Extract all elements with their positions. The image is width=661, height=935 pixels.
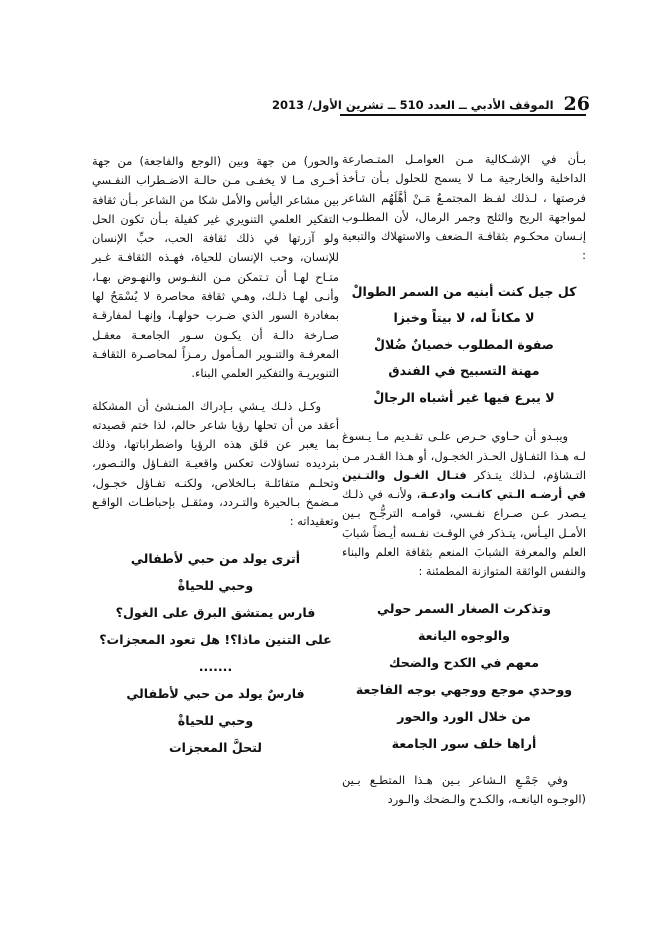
poem-excerpt (92, 545, 339, 761)
poem-line: ووحدي موجع ووجهي بوجه الفاجعة (355, 681, 573, 697)
poem-line: فارسٌ يولد من حبي لأطفالي (126, 685, 305, 701)
poem-excerpt (342, 595, 586, 757)
paragraph (342, 427, 586, 581)
poem-line: والوجوه اليانعة (418, 627, 510, 643)
poem-line: صفوة المطلوب خصيانٌ ضُلالْ (374, 336, 554, 352)
poem-excerpt (342, 279, 586, 412)
poem-line: وحبي للحياةْ (177, 712, 254, 728)
running-title: الموقف الأدبي ــ العدد 510 ــ تشرين الأول/ 2013 (272, 98, 554, 112)
poem-line: لا مكاناً له، لا بيتاً وخبزا (393, 310, 535, 326)
poem-line: لا يبرع فيها غير أشباه الرجالْ (373, 389, 555, 405)
paragraph: وكـل ذلـك يـشي بـإدراك المنـشئ أن المشكلة أعقد من أن تحلها رؤيا شاعر حالم، لذا ختم قصيدته بما يعبر عن قلق هذه الرؤيا واضطراباتها، وذلك بترديده تساؤلات تعكس واقعيـة التفـاؤل والتـصور، وتحلـم متفائلـة بـالخلاص، ولكنـه تفـاؤل خجـول، مـضمخ بـالحيرة والتـردد، ومثقـل بإحباطـات الواقـع وتعقيداته : (92, 398, 339, 529)
left-column (92, 152, 339, 775)
poem-line: لتحلَّ المعجزات (168, 739, 263, 755)
poem-line: فارس يمتشق البرق على الغول؟ (115, 604, 316, 620)
verse-separator: ....... (198, 658, 233, 674)
poem-line: من خلال الورد والحور (397, 708, 531, 724)
poem-line: معهم في الكدح والضحك (388, 654, 540, 670)
right-column (342, 150, 586, 822)
page-number: 26 (563, 93, 590, 115)
poem-line: أترى يولد من حبي لأطفالي (130, 550, 301, 566)
paragraph-text: ، ولأنـه في ذلـك يـصدر عـن صـراع نفـسي، قوامـه الترجُّـح بـين الأمـل اليـأس، يتـذكر في الوقـت نفـسه أيـضاً شبابَ العلم والمعرفة الشبابَ المنعم بثقافة العلم والبناء والنفس الواثقة المتوازنة المطمئنة : (342, 487, 586, 579)
poem-line: وتذكرت الصغار السمر حولي (377, 600, 551, 616)
page-header (272, 86, 590, 115)
poem-line: مهنة التسبيح في الفندق (388, 363, 540, 379)
poem-line: على التنين ماذا؟! هل تعود المعجزات؟ (99, 631, 332, 647)
paragraph-text: ويبـدو أن حـاوي حـرص علـى تقـديم مـا يـسوغ لـه هـذا التفـاؤل الحـذر الخجـول، أو هـذا القـدر مـن التـشاؤم، لـذلك يتـذكر (342, 429, 586, 482)
paragraph: والحور) من جهة وبين (الوجع والفاجعة) من جهة أخـرى مـا لا يخفـى مـن حالـة الاضـطراب النفـسي بين مشاعر اليأس والأمل شكا من الشاعر بـأن ثقافة التفكير العلمي التنويري غير كفيلة بـأن تكون الحل ولو آزرتها في ذلك ثقافة الحب، حبِّ الإنسان للإنسان، وحب الإنسان للحياة، فهـذه الثقافـة غـير متـاح لهـا أن تـتمكن مـن النفـوس والنهـوض بهـا، وأنـى لهـا ذلـك، وهـي ثقافة محاصرة لا يُسْمَحُ لها بمغادرة السور الذي ضـرب حولهـا، وإنهـا لمفارقـة صـارخة دالـة أن يكـون سـور الجامعـة معقـل المعرفـة والتنـوير المـأمول رمـزاً لمحاصـرة الثقافـة التنويريـة والتفكير العلمي البناء. (92, 154, 339, 381)
header-rule (340, 114, 586, 116)
paragraph: بـأن في الإشـكالية مـن العوامـل المتـصارعة الداخلية والخارجية مـا لا يسمح للحلول بـأن تـأخذ فرصتها ، لـذلك لفـظ المجتمـعُ مَـنْ أهَّلَهُم الشاعر لمواجهة الريح والثلج وجمر الرمال، لأن المطلـوب إنـسان محكـوم بثقافـة الـضعف والاستهلاك والتبعية : (342, 152, 586, 263)
emphasized-text: فتـال الغـول والتـنين في أرضـه الـتي كانـت وادعـة (342, 467, 587, 502)
poem-line: أراها خلف سور الجامعة (391, 735, 537, 751)
poem-line: كل جيل كنت أبنيه من السمر الطوالْ (351, 283, 577, 299)
poem-line: وحبي للحياةْ (177, 577, 254, 593)
paragraph: وفي جَمْـعِ الـشاعر بـين هـذا المتطـع بـين (الوجـوه اليانعـه، والكـدح والـضحك والـورد (342, 772, 586, 806)
